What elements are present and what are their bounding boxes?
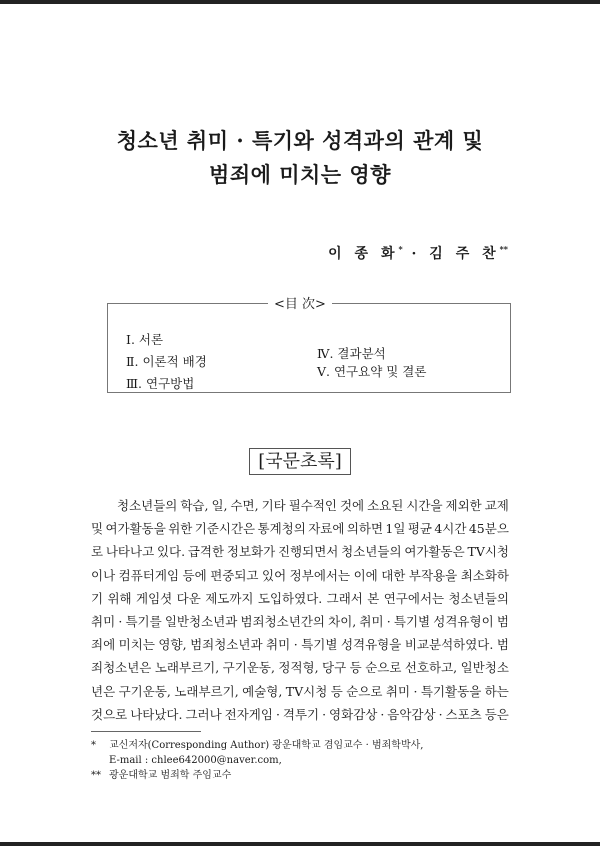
paper-title (0, 124, 600, 192)
abstract-line: 것으로 나타났다. 그러나 전자게임 · 격투기 · 영화감상 · 음악감상 · 스포츠 등은 (91, 706, 509, 722)
toc-item-introduction: Ⅰ. 서론 (126, 332, 164, 347)
author-line (328, 243, 508, 263)
author-2: 김 주 찬 (429, 246, 500, 262)
footnote-1-mark: * (91, 740, 96, 751)
footnote-2-text: 광운대학교 범죄학 주임교수 (109, 770, 232, 781)
toc-heading: <目 次> (0, 293, 600, 312)
title-line-1: 청소년 취미 · 특기와 성격과의 관계 및 (116, 128, 484, 153)
footnote-1-email: E-mail : chlee642000@naver.com, (109, 755, 282, 766)
abstract-line: 죄청소년은 노래부르기, 구기운동, 정적형, 당구 등 순으로 선호하고, 일반청소 (91, 660, 509, 676)
author-separator: · (402, 246, 430, 262)
abstract-line: 로 나타나고 있다. 급격한 정보화가 진행되면서 청소년들의 여가활동은 TV시청 (91, 544, 509, 560)
author-2-mark: ** (499, 244, 508, 254)
footnote-1-text: 교신저자(Corresponding Author) 광운대학교 겸임교수 · 범죄학박사, (109, 740, 424, 751)
toc-item-results: Ⅳ. 결과분석 (317, 346, 386, 361)
abstract-heading: [국문초록] (0, 447, 600, 473)
bottom-border (0, 842, 600, 846)
footnote-1 (91, 738, 423, 753)
abstract-line: 죄에 미치는 영향, 범죄청소년과 취미 · 특기별 성격유형을 비교분석하였다. 범 (91, 637, 509, 653)
abstract-line: 및 여가활동을 위한 기준시간은 통계청의 자료에 의하면 1일 평균 4시간 45분으 (91, 521, 509, 537)
toc-item-theory: Ⅱ. 이론적 배경 (126, 354, 207, 369)
abstract-line: 이나 컴퓨터게임 등에 편중되고 있어 정부에서는 이에 대한 부작용을 최소화하 (91, 567, 509, 583)
toc-item-method: Ⅲ. 연구방법 (126, 376, 195, 391)
title-line-2: 범죄에 미치는 영향 (209, 162, 391, 187)
footnote-2 (91, 768, 423, 783)
author-1-mark: * (398, 244, 403, 254)
author-1: 이 종 화 (328, 246, 399, 262)
abstract-line: 년은 구기운동, 노래부르기, 예술형, TV시청 등 순으로 취미 · 특기활동을 하는 (91, 683, 509, 699)
abstract-line: 취미 · 특기를 일반청소년과 범죄청소년간의 차이, 취미 · 특기별 성격유형이 범 (91, 614, 509, 630)
top-border (0, 0, 600, 4)
abstract-line: 청소년들의 학습, 일, 수면, 기타 필수적인 것에 소요된 시간을 제외한 교제 (117, 498, 509, 513)
abstract-body (91, 494, 509, 726)
footnote-divider (91, 731, 201, 732)
footnote-2-mark: ** (91, 770, 101, 781)
abstract-line: 기 위해 게임셧 다운 제도까지 도입하였다. 그래서 본 연구에서는 청소년들의 (91, 590, 509, 606)
footnotes (91, 738, 423, 783)
toc-item-conclusion: Ⅴ. 연구요약 및 결론 (317, 364, 427, 379)
